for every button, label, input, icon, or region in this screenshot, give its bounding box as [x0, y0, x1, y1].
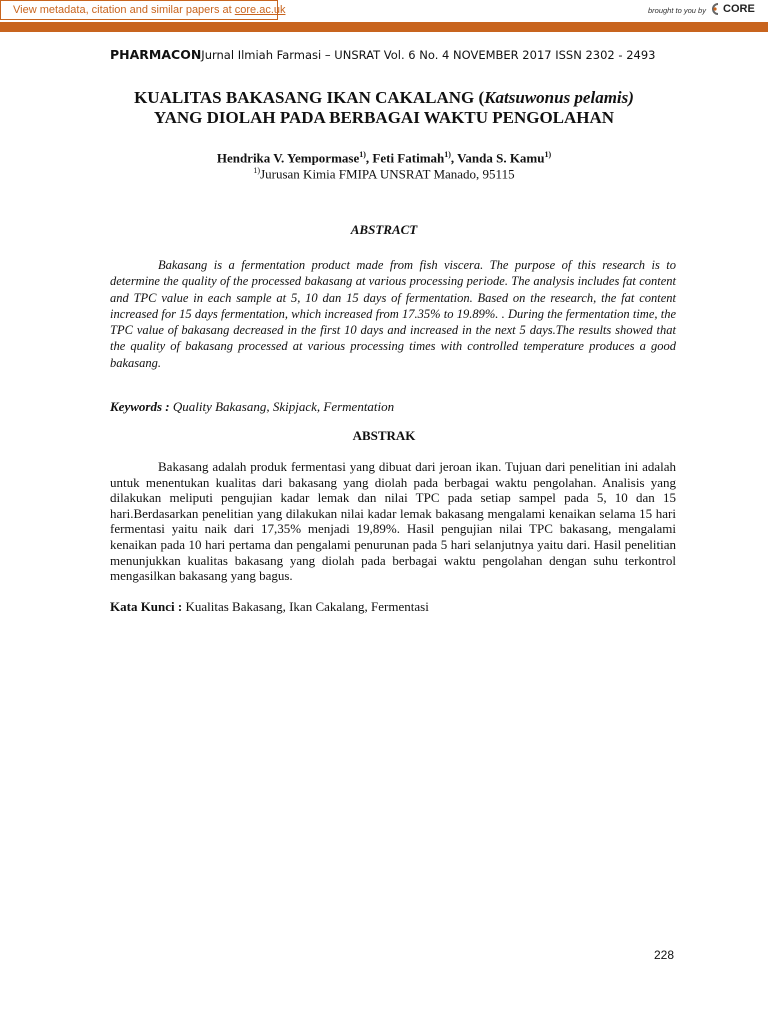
keywords-label: Keywords :	[110, 399, 170, 414]
title-species: Katsuwonus pelamis)	[484, 88, 634, 107]
page-number: 228	[654, 948, 675, 962]
author-2: , Feti Fatimah	[365, 150, 445, 166]
author-3-sup: 1)	[544, 150, 552, 159]
abstract-body: Bakasang is a fermentation product made from fish viscera. The purpose of this research is to determine the quality of the processed bakasang at various processing periode. The analysis includes fat content and TPC value in each sample at 5, 10 dan 15 days of fermentation. Based on the research, the fat content increased for 15 days fermentation, which increased from 17.35% to 19.89%. . During the fermentation time, the TPC value of bakasang decreased in the first 10 days and increased in the next 5 days.The results showed that the quality of bakasang processed at various processing times with controlled temperature produces a good bakasang.	[110, 258, 676, 370]
title-prefix: KUALITAS BAKASANG IKAN CAKALANG (	[134, 88, 485, 107]
affiliation-text: Jurusan Kimia FMIPA UNSRAT Manado, 95115	[260, 166, 515, 182]
keywords	[110, 399, 394, 415]
brought-by-text: brought to you by	[648, 6, 706, 15]
core-link[interactable]: core.ac.uk	[234, 4, 286, 16]
core-banner	[0, 0, 768, 22]
orange-strip	[0, 22, 768, 52]
journal-name: PHARMACON	[110, 47, 202, 62]
core-link-box[interactable]	[0, 0, 286, 20]
provided-by-text: provided by PHARMACON	[668, 45, 752, 52]
paper-title-line-1	[60, 88, 708, 108]
core-link-text[interactable]: View metadata, citation and similar papers at core.ac.uk	[13, 4, 286, 16]
abstrak-heading: ABSTRAK	[352, 428, 416, 443]
author-3: , Vanda S. Kamu	[450, 150, 545, 166]
kata-kunci-label: Kata Kunci :	[110, 599, 183, 614]
keywords-text: Quality Bakasang, Skipjack, Fermentation	[169, 399, 395, 414]
abstrak-body: Bakasang adalah produk fermentasi yang dibuat dari jeroan ikan. Tujuan dari penelitian ini adalah untuk menentukan kualitas dari bakasang yang diolah pada berbagai waktu pengolahan. Analisis yang dilakukan meliputi pengujian kadar lemak dan nilai TPC pada setiap sampel pada 5, 10 dan 15 hari.Berdasarkan penelitian yang dilakukan nilai kadar lemak bakasang mengalami kenaikan selama 15 hari fermentasi yaitu naik dari 17,35% menjadi 19,89%. Hasil pengujian nilai TPC bakasang, mengalami kenaikan pada 10 hari pertama dan pengalami penurunan pada 5 hari selanjutnya yaitu dari. Hasil penelitian menunjukkan kualitas bakasang yang diolah pada berbagai waktu pengolahan dengan suhu terkontrol mengasilkan bakasang yang bagus.	[110, 459, 676, 584]
affiliation-sup: 1)	[253, 166, 261, 175]
author-1: Hendrika V. Yempormase	[216, 150, 360, 166]
paper-title-line-2: YANG DIOLAH PADA BERBAGAI WAKTU PENGOLAHAN	[153, 108, 615, 127]
journal-details: Jurnal Ilmiah Farmasi – UNSRAT Vol. 6 No. 4 NOVEMBER 2017 ISSN 2302 - 2493	[201, 48, 656, 62]
authors	[60, 150, 708, 166]
affiliation	[60, 166, 708, 182]
abstract-heading: ABSTRACT	[350, 222, 418, 237]
core-logo[interactable]	[709, 2, 755, 16]
kata-kunci	[110, 599, 429, 615]
journal-header	[110, 47, 670, 62]
kata-kunci-text: Kualitas Bakasang, Ikan Cakalang, Fermentasi	[182, 599, 429, 614]
core-logo-text: CORE	[723, 3, 755, 15]
author-1-sup: 1)	[359, 150, 366, 159]
author-2-sup: 1)	[444, 150, 451, 159]
core-logo-icon	[709, 2, 721, 16]
